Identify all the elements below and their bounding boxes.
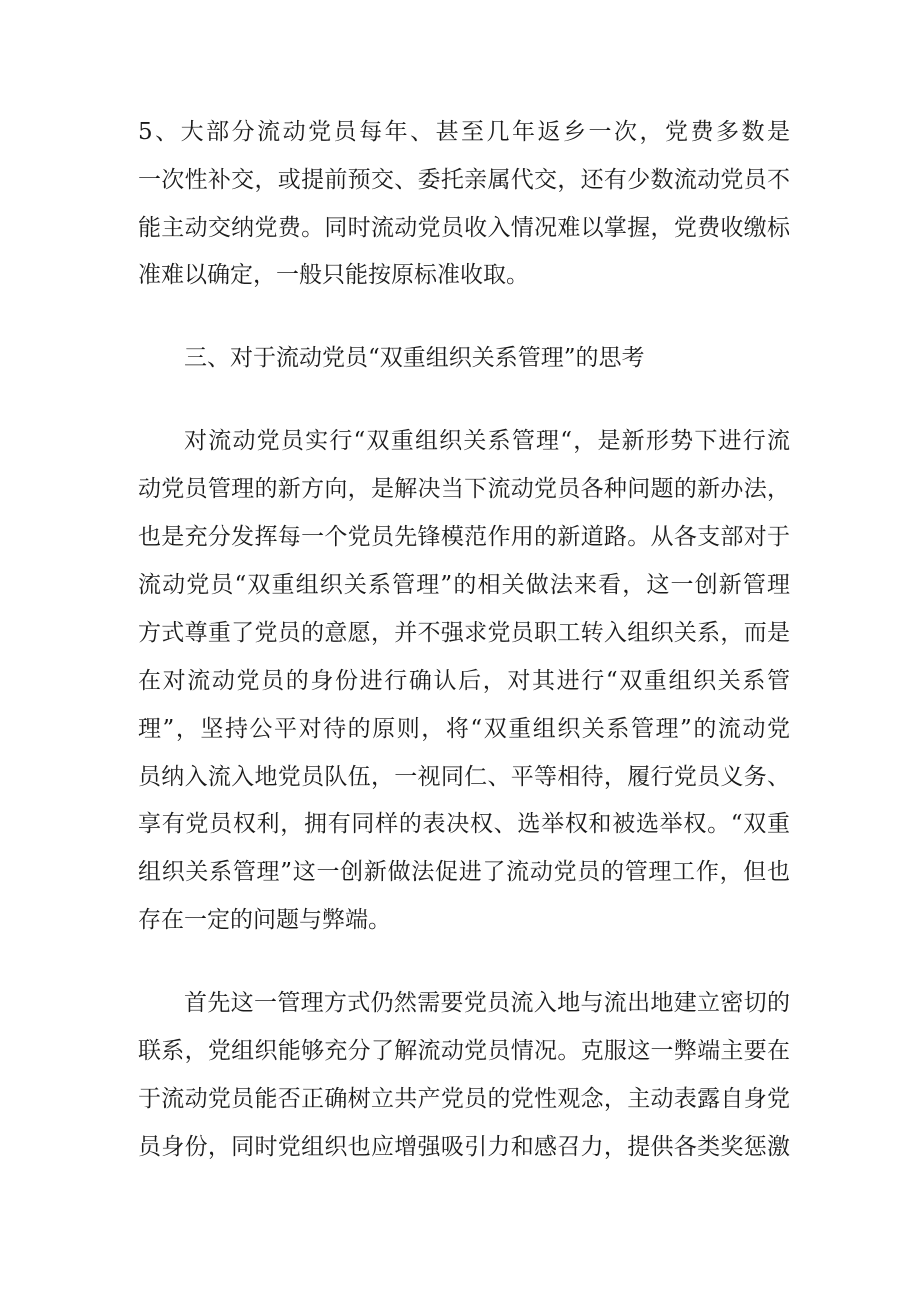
intro-paragraph-line-10: 组织关系管理”这一创新做法促进了流动党员的管理工作，但也 [138,859,790,885]
first-paragraph-line-1: 首先这一管理方式仍然需要党员流入地与流出地建立密切的 [184,990,790,1016]
first-paragraph-line-3: 于流动党员能否正确树立共产党员的党性观念，主动表露自身党 [138,1086,790,1112]
intro-paragraph-line-4: 流动党员“双重组织关系管理”的相关做法来看，这一创新管理 [138,572,790,598]
paragraph-5-line-4: 准难以确定，一般只能按原标准收取。 [138,262,529,288]
intro-paragraph-line-8: 员纳入流入地党员队伍，一视同仁、平等相待，履行党员义务、 [138,764,790,790]
section-3-heading: 三、对于流动党员“双重组织关系管理”的思考 [184,345,645,371]
paragraph-5-line-1: 5、大部分流动党员每年、甚至几年返乡一次，党费多数是 [138,119,790,145]
intro-paragraph-line-6: 在对流动党员的身份进行确认后，对其进行“双重组织关系管 [138,668,790,694]
intro-paragraph-line-7: 理”，坚持公平对待的原则，将“双重组织关系管理”的流动党 [138,716,790,742]
paragraph-5-line-3: 能主动交纳党费。同时流动党员收入情况难以掌握，党费收缴标 [138,215,790,241]
intro-paragraph-line-5: 方式尊重了党员的意愿，并不强求党员职工转入组织关系，而是 [138,620,790,646]
intro-paragraph-line-9: 享有党员权利，拥有同样的表决权、选举权和被选举权。“双重 [138,811,790,837]
intro-paragraph-line-11: 存在一定的问题与弊端。 [138,907,391,933]
intro-paragraph-line-3: 也是充分发挥每一个党员先锋模范作用的新道路。从各支部对于 [138,524,790,550]
paragraph-5-line-2: 一次性补交，或提前预交、委托亲属代交，还有少数流动党员不 [138,167,790,193]
intro-paragraph-line-1: 对流动党员实行“双重组织关系管理“，是新形势下进行流 [184,428,790,454]
intro-paragraph-line-2: 动党员管理的新方向，是解决当下流动党员各种问题的新办法， [138,476,790,502]
first-paragraph-line-2: 联系，党组织能够充分了解流动党员情况。克服这一弊端主要在 [138,1038,790,1064]
first-paragraph-line-4: 员身份，同时党组织也应增强吸引力和感召力，提供各类奖惩激 [138,1134,790,1160]
